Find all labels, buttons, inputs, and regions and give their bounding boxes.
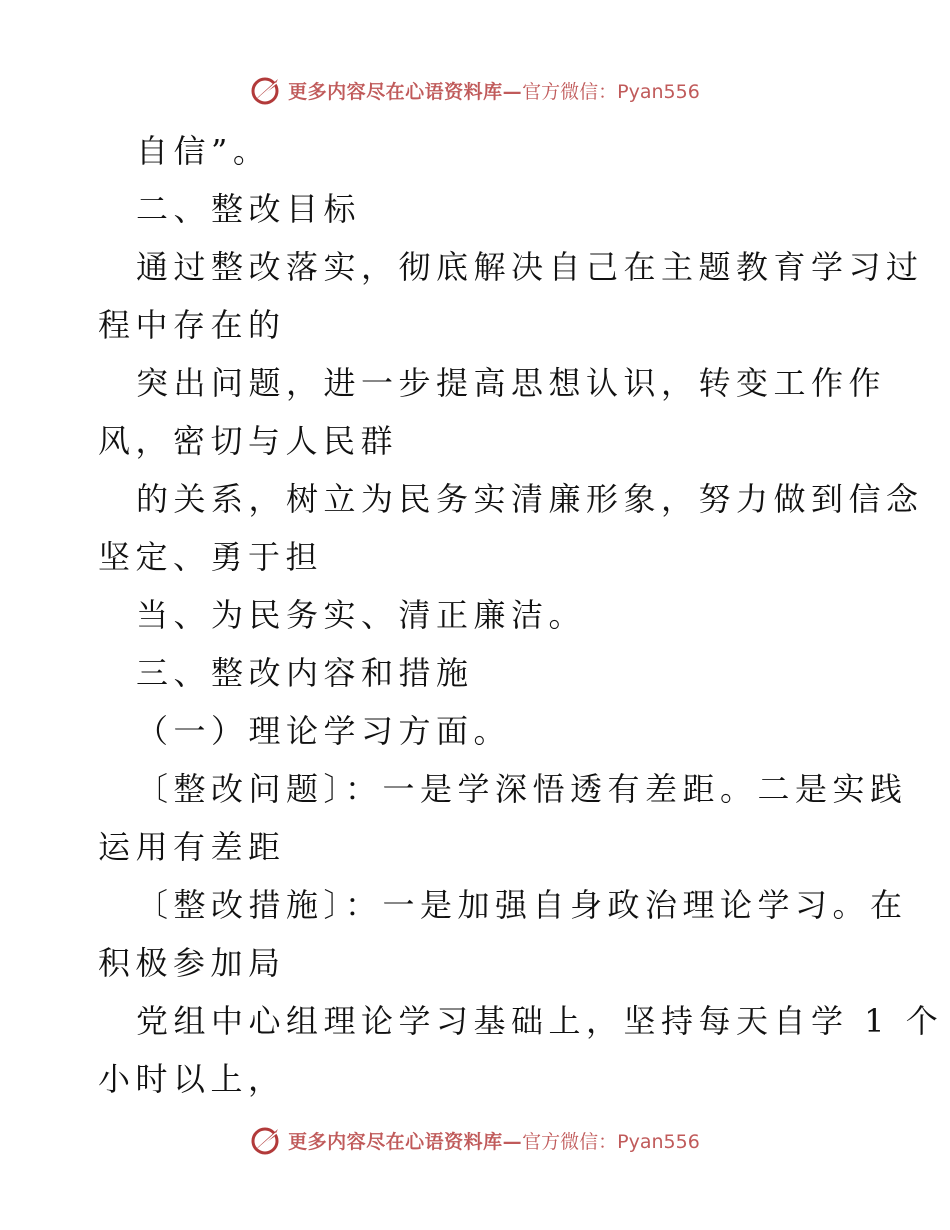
text-line: 坚定、勇于担 <box>98 538 324 576</box>
text-line: 小时以上， <box>98 1060 286 1098</box>
text-line: 运用有差距 <box>98 828 286 866</box>
text-line: 自信”。 <box>136 132 271 170</box>
document-body <box>98 122 944 1108</box>
text-line: 当、为民务实、清正廉洁。 <box>136 596 587 634</box>
text-line: 风，密切与人民群 <box>98 422 399 460</box>
text-line: 〔整改措施〕：一是加强自身政治理论学习。在 <box>136 886 908 924</box>
watermark-wechat-text: 官方微信：Pyan556 <box>522 80 700 103</box>
text-line: 通过整改落实，彻底解决自己在主题教育学习过 <box>136 248 924 286</box>
section-heading: 三、整改内容和措施 <box>136 654 474 692</box>
watermark-wechat-text: 官方微信：Pyan556 <box>522 1130 700 1153</box>
footer-watermark <box>0 1120 950 1160</box>
text-line: 积极参加局 <box>98 944 286 982</box>
watermark-site-text: 更多内容尽在心语资料库— <box>288 1130 523 1153</box>
text-line: 的关系，树立为民务实清廉形象，努力做到信念 <box>136 480 924 518</box>
text-line: 党组中心组理论学习基础上，坚持每天自学 1 个 <box>136 1002 944 1040</box>
feather-logo-icon <box>250 1123 284 1157</box>
header-watermark <box>0 70 950 110</box>
section-heading: 二、整改目标 <box>136 190 362 228</box>
text-line: 突出问题，进一步提高思想认识，转变工作作 <box>136 364 887 402</box>
watermark-site-text: 更多内容尽在心语资料库— <box>288 80 523 103</box>
feather-logo-icon <box>250 73 284 107</box>
text-line: 程中存在的 <box>98 306 286 344</box>
text-line: 〔整改问题〕：一是学深悟透有差距。二是实践 <box>136 770 908 808</box>
subsection-heading: （一）理论学习方面。 <box>136 712 512 750</box>
